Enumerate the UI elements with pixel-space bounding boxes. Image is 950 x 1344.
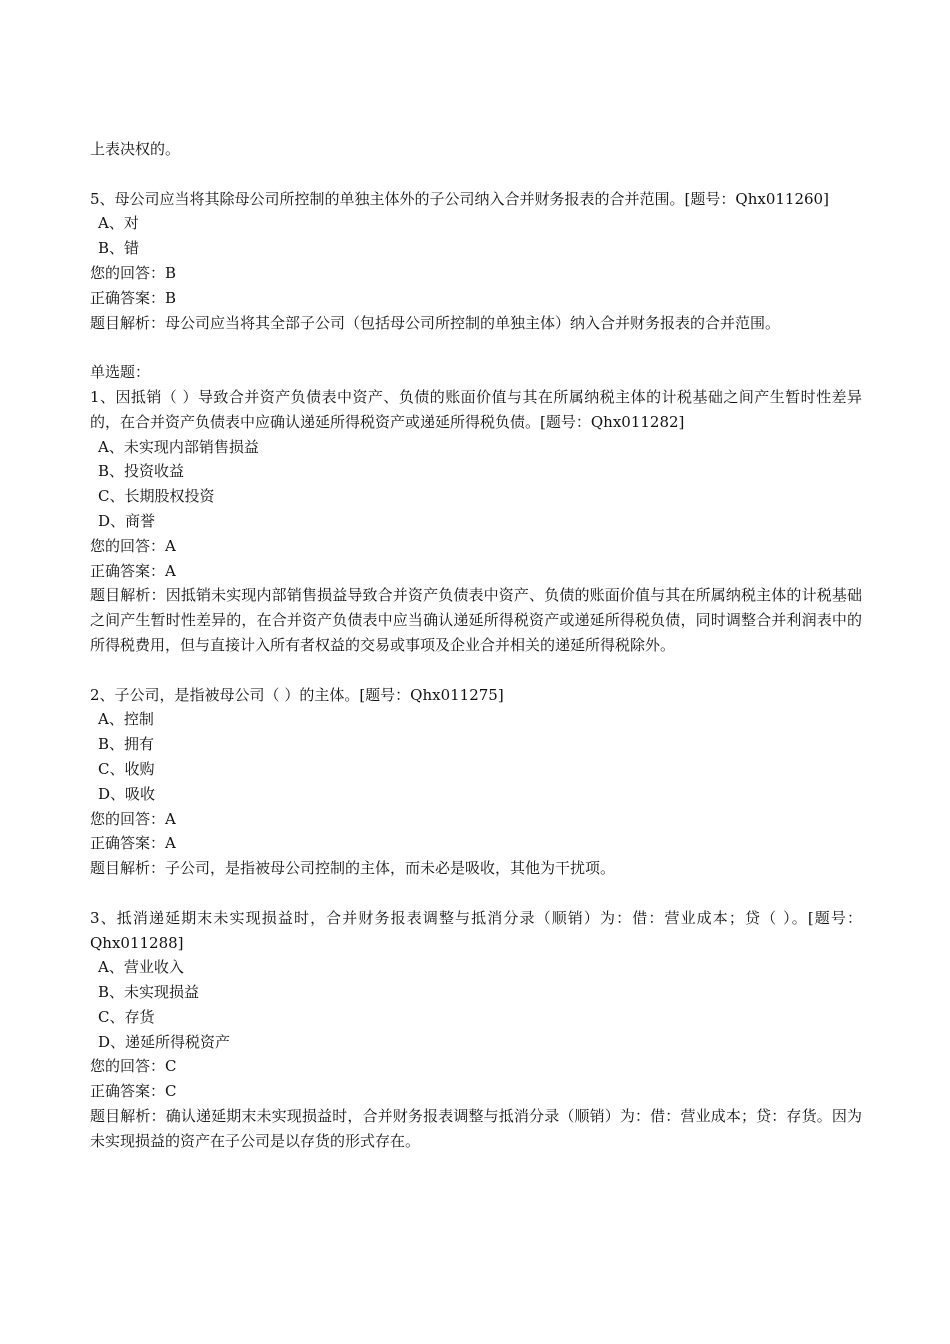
option-c: C、收购 (98, 759, 155, 778)
option-c: C、存货 (98, 1007, 155, 1026)
option-d: D、吸收 (98, 784, 156, 803)
correct-answer: 正确答案：A (90, 561, 176, 580)
option-b: B、错 (98, 239, 140, 258)
correct-answer: 正确答案：A (90, 834, 176, 853)
option-a: A、对 (98, 214, 139, 233)
option-d: D、商誉 (98, 511, 156, 530)
question-stem: 3、抵消递延期末未实现损益时，合并财务报表调整与抵消分录（顺销）为：借：营业成本；贷（ ）。[题号：Qhx011288] (90, 908, 862, 952)
your-answer: 您的回答：A (90, 809, 176, 828)
option-b: B、未实现损益 (98, 983, 200, 1002)
option-b: B、投资收益 (98, 462, 185, 481)
answer-analysis: 题目解析：母公司应当将其全部子公司（包括母公司所控制的单独主体）纳入合并财务报表的合并范围。 (90, 313, 781, 332)
option-a: A、控制 (98, 710, 154, 729)
option-b: B、拥有 (98, 735, 155, 754)
intro-tail-text: 上表决权的。 (90, 140, 181, 158)
section-title: 单选题： (90, 363, 151, 382)
question-stem: 2、子公司，是指被母公司（ ）的主体。[题号：Qhx011275] (90, 685, 504, 704)
document-page (90, 137, 862, 1154)
your-answer: 您的回答：C (90, 1057, 177, 1076)
tf-question-5 (90, 187, 862, 336)
answer-analysis: 题目解析：因抵销未实现内部销售损益导致合并资产负债表中资产、负债的账面价值与其在所属纳税主体的计税基础之间产生暂时性差异的，在合并资产负债表中应当确认递延所得税资产或递延所得税负债，同时调整合并利润表中的所得税费用，但与直接计入所有者权益的交易或事项及企业合并相关的递延所得税除外。 (90, 586, 862, 654)
single-choice-question-3 (90, 906, 862, 1154)
question-stem: 1、因抵销（ ）导致合并资产负债表中资产、负债的账面价值与其在所属纳税主体的计税基础之间产生暂时性差异的，在合并资产负债表中应确认递延所得税资产或递延所得税负债。[题号：Qhx011282] (90, 387, 862, 431)
your-answer: 您的回答：A (90, 536, 176, 555)
spacer (90, 335, 862, 360)
option-d: D、递延所得税资产 (98, 1032, 231, 1051)
answer-analysis: 题目解析：子公司，是指被母公司控制的主体，而未必是吸收，其他为干扰项。 (90, 859, 616, 878)
correct-answer: 正确答案：B (90, 288, 177, 307)
correct-answer: 正确答案：C (90, 1082, 177, 1101)
option-a: A、营业收入 (98, 958, 184, 977)
single-choice-question-1 (90, 385, 862, 658)
question-stem: 5、母公司应当将其除母公司所控制的单独主体外的子公司纳入合并财务报表的合并范围。[题号：Qhx011260] (90, 189, 829, 208)
option-c: C、长期股权投资 (98, 487, 215, 506)
option-a: A、未实现内部销售损益 (98, 437, 259, 456)
single-choice-question-2 (90, 683, 862, 881)
spacer (90, 162, 862, 187)
answer-analysis: 题目解析：确认递延期末未实现损益时，合并财务报表调整与抵消分录（顺销）为：借：营业成本；贷：存货。因为未实现损益的资产在子公司是以存货的形式存在。 (90, 1107, 862, 1150)
your-answer: 您的回答：B (90, 263, 177, 282)
spacer (90, 658, 862, 683)
spacer (90, 881, 862, 906)
